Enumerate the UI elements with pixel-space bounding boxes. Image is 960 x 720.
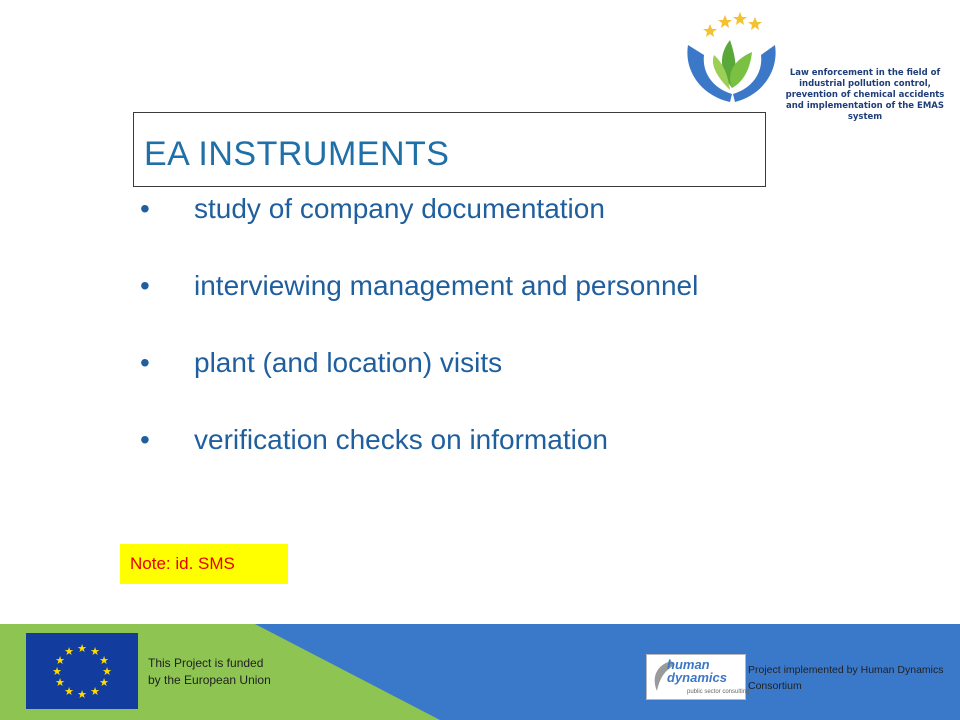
svg-text:★: ★ [55,654,65,667]
implementation-text: Project implemented by Human Dynamics Consortium [748,664,944,692]
eu-flag-icon [26,633,138,709]
logo-line: and implementation of the EMAS system [786,101,944,122]
bullet-text: study of company documentation [194,193,605,224]
project-logo [680,10,950,122]
bullet-text: verification checks on information [194,424,608,455]
svg-text:★: ★ [52,665,62,678]
funding-text [148,655,271,689]
logo-word: human [667,657,710,672]
bullet-icon: • [140,270,150,301]
slide-title: EA INSTRUMENTS [144,135,450,173]
logo-caption [780,68,950,123]
title-box [133,112,766,187]
svg-text:★: ★ [64,685,74,698]
logo-line: prevention of chemical accidents [785,90,945,100]
svg-text:★: ★ [90,685,100,698]
svg-text:★: ★ [90,645,100,658]
bullet-icon: • [140,193,150,224]
logo-tagline: public sector consulting [687,689,750,695]
bullet-icon: • [140,347,150,378]
note-label: Note: id. SMS [120,544,288,584]
svg-text:★: ★ [99,676,109,689]
bullet-text: interviewing management and personnel [194,270,699,301]
human-dynamics-logo [646,654,750,700]
logo-word: dynamics [667,670,727,685]
funding-line: This Project is funded [148,656,264,670]
bullet-icon: • [140,424,150,455]
svg-text:★: ★ [99,654,109,667]
hands-leaves-logo-icon [680,10,790,110]
svg-text:★: ★ [77,688,87,701]
svg-text:★: ★ [77,642,87,655]
logo-line: industrial pollution control, [799,79,931,89]
bullet-text: plant (and location) visits [194,347,503,378]
svg-text:★: ★ [64,645,74,658]
svg-text:★: ★ [55,676,65,689]
funding-line: by the European Union [148,673,271,687]
svg-text:★: ★ [102,665,112,678]
logo-line: Law enforcement in the field of [789,68,941,78]
